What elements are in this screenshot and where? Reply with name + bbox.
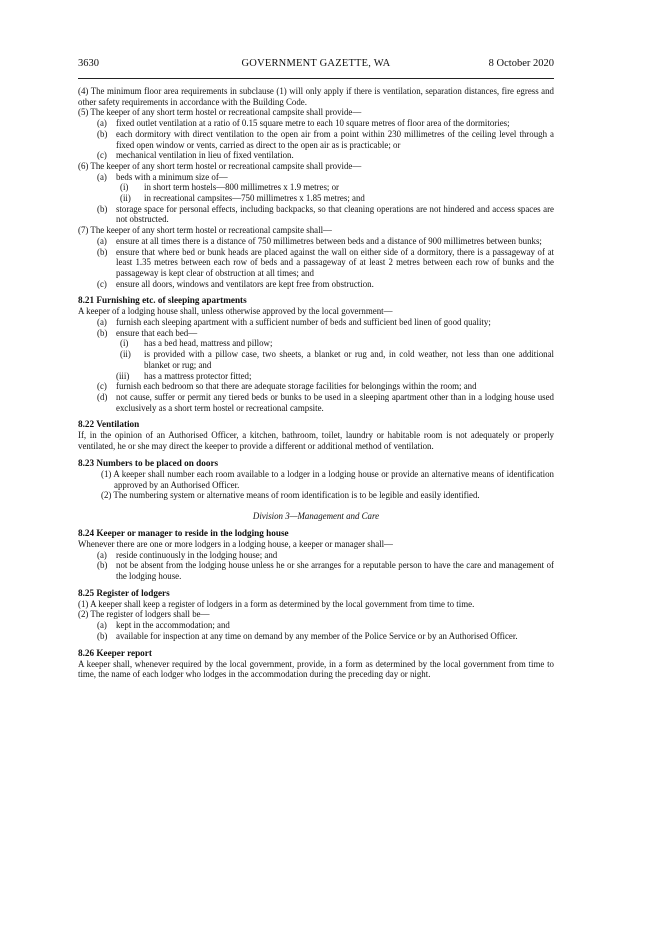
list-item-text: ensure that where bed or bunk heads are placed against the wall on either side of a dormitory, there is a passageway of at least 1.35 metres between each row of beds and a passageway of at least 2 metres between each row of bunks and the passageway is kept clear of obstruction at all times; and: [116, 246, 554, 278]
paragraph: A keeper shall, whenever required by the local government, provide, in a form as determined by the local government from time to time, the name of each lodger who lodges in the accommodation during the preceding day or night.: [78, 658, 554, 680]
list-item-label: (i): [120, 338, 129, 349]
paragraph: (2) The register of lodgers shall be—: [78, 609, 210, 620]
list-item-label: (iii): [116, 370, 130, 381]
paragraph: Whenever there are one or more lodgers in a lodging house, a keeper or manager shall—: [78, 538, 393, 549]
list-item-label: (b): [97, 630, 108, 641]
paragraph: (6) The keeper of any short term hostel or recreational campsite shall provide—: [78, 160, 362, 171]
list-item: [78, 371, 554, 382]
document-body: [78, 86, 554, 680]
list-item-text: reside continuously in the lodging house; and: [116, 549, 278, 560]
list-item: [78, 150, 554, 161]
list-item-text: ensure at all times there is a distance of 750 millimetres between beds and a distance of 900 millimetres between bunks;: [116, 235, 542, 246]
list-item-text: each dormitory with direct ventilation to the open air from a point within 230 millimetres of the ceiling level through a fixed open window or vents, carried as direct to the open air as is practicable; or: [116, 128, 554, 150]
section-heading: 8.22 Ventilation: [78, 419, 140, 430]
list-item-text: furnish each bedroom so that there are adequate storage facilities for belongings within the room; and: [116, 381, 477, 392]
list-item-text: beds with a minimum size of—: [116, 171, 228, 182]
paragraph: If, in the opinion of an Authorised Officer, a kitchen, bathroom, toilet, laundry or habitable room is not adequately or properly ventilated, he or she may direct the keeper to provide a different or additional method of ventilation.: [78, 430, 554, 452]
publication-title: GOVERNMENT GAZETTE, WA: [241, 58, 391, 69]
list-item: [78, 631, 554, 642]
list-item: [78, 381, 554, 392]
list-item-label: (b): [97, 203, 108, 214]
list-item: [78, 204, 554, 225]
subclause: (2) The numbering system or alternative means of room identification is to be legible and easily identified.: [101, 490, 480, 501]
list-item: [78, 317, 554, 328]
list-item-label: (d): [97, 391, 108, 402]
list-item-label: (c): [97, 381, 107, 392]
list-item-label: (b): [97, 327, 108, 338]
list-item: [78, 349, 554, 370]
list-item-label: (a): [97, 235, 107, 246]
list-item-label: (b): [97, 128, 108, 139]
list-item-text: has a mattress protector fitted;: [144, 370, 252, 381]
list-item-text: in short term hostels—800 millimetres x 1.9 metres; or: [144, 182, 339, 193]
list-item: [78, 172, 554, 183]
list-item: [78, 129, 554, 150]
list-item-text: not cause, suffer or permit any tiered beds or bunks to be used in a sleeping apartment other than in a lodging house used exclusively as a short term hostel or recreational campsite.: [116, 391, 554, 413]
list-item: [78, 338, 554, 349]
section-heading: 8.21 Furnishing etc. of sleeping apartments: [78, 295, 247, 306]
list-item-label: (b): [97, 560, 108, 571]
page-header: [78, 58, 554, 79]
list-item-label: (ii): [120, 193, 131, 204]
list-item: [78, 193, 554, 204]
section-heading: 8.24 Keeper or manager to reside in the lodging house: [78, 527, 289, 538]
list-item-label: (c): [97, 278, 107, 289]
list-item: [78, 620, 554, 631]
list-item-label: (a): [97, 549, 107, 560]
list-item-label: (ii): [120, 349, 131, 360]
list-item-text: fixed outlet ventilation at a ratio of 0.15 square metre to each 10 square metres of floor area of the dormitories;: [116, 118, 510, 129]
list-item-label: (a): [97, 317, 107, 328]
list-item-text: has a bed head, mattress and pillow;: [144, 338, 273, 349]
list-item-text: not be absent from the lodging house unless he or she arranges for a reputable person to have the care and management of the lodging house.: [116, 560, 554, 582]
list-item-label: (a): [97, 118, 107, 129]
list-item-text: mechanical ventilation in lieu of fixed ventilation.: [116, 150, 294, 161]
list-item-text: storage space for personal effects, including backpacks, so that cleaning operations are not hindered and access spaces are not obstructed.: [116, 203, 554, 225]
paragraph: (5) The keeper of any short term hostel or recreational campsite shall provide—: [78, 107, 362, 118]
page-number: 3630: [78, 58, 99, 69]
division-heading: Division 3—Management and Care: [252, 510, 380, 521]
section-heading: 8.26 Keeper report: [78, 647, 152, 658]
section-heading: 8.23 Numbers to be placed on doors: [78, 457, 219, 468]
list-item: [78, 550, 554, 561]
list-item-label: (a): [97, 620, 107, 631]
list-item-text: ensure all doors, windows and ventilators are kept free from obstruction.: [116, 278, 374, 289]
list-item-text: is provided with a pillow case, two sheets, a blanket or rug and, in cold weather, not less than one additional blanket or rug; and: [144, 349, 554, 370]
paragraph: (4) The minimum floor area requirements in subclause (1) will only apply if there is ventilation, separation distances, fire egress and other safety requirements in accordance with the Building Code.: [78, 86, 554, 107]
gazette-page: [78, 58, 554, 680]
list-item-text: furnish each sleeping apartment with a sufficient number of beds and sufficient bed linen of good quality;: [116, 317, 491, 328]
list-item: [78, 247, 554, 279]
paragraph: A keeper of a lodging house shall, unless otherwise approved by the local government—: [78, 306, 393, 317]
list-item-label: (a): [97, 171, 107, 182]
list-item: [78, 560, 554, 581]
list-item-text: available for inspection at any time on demand by any member of the Police Service or by an Authorised Officer.: [116, 630, 518, 641]
paragraph: (7) The keeper of any short term hostel or recreational campsite shall—: [78, 225, 332, 236]
list-item: [78, 279, 554, 290]
section-heading: 8.25 Register of lodgers: [78, 587, 170, 598]
list-item: [78, 236, 554, 247]
publication-date: 8 October 2020: [488, 58, 554, 69]
list-item: [78, 182, 554, 193]
list-item-text: ensure that each bed—: [116, 327, 198, 338]
list-item-label: (c): [97, 150, 107, 161]
list-item-label: (i): [120, 182, 129, 193]
list-item-text: in recreational campsites—750 millimetres x 1.85 metres; and: [144, 193, 365, 204]
list-item: [78, 328, 554, 339]
list-item: [78, 118, 554, 129]
subclause: (1) A keeper shall number each room available to a lodger in a lodging house or provide an alternative means of identification approved by an Authorised Officer.: [101, 468, 554, 490]
paragraph: (1) A keeper shall keep a register of lodgers in a form as determined by the local government from time to time.: [78, 598, 475, 609]
list-item: [78, 392, 554, 413]
list-item-label: (b): [97, 246, 108, 257]
list-item-text: kept in the accommodation; and: [116, 620, 230, 631]
